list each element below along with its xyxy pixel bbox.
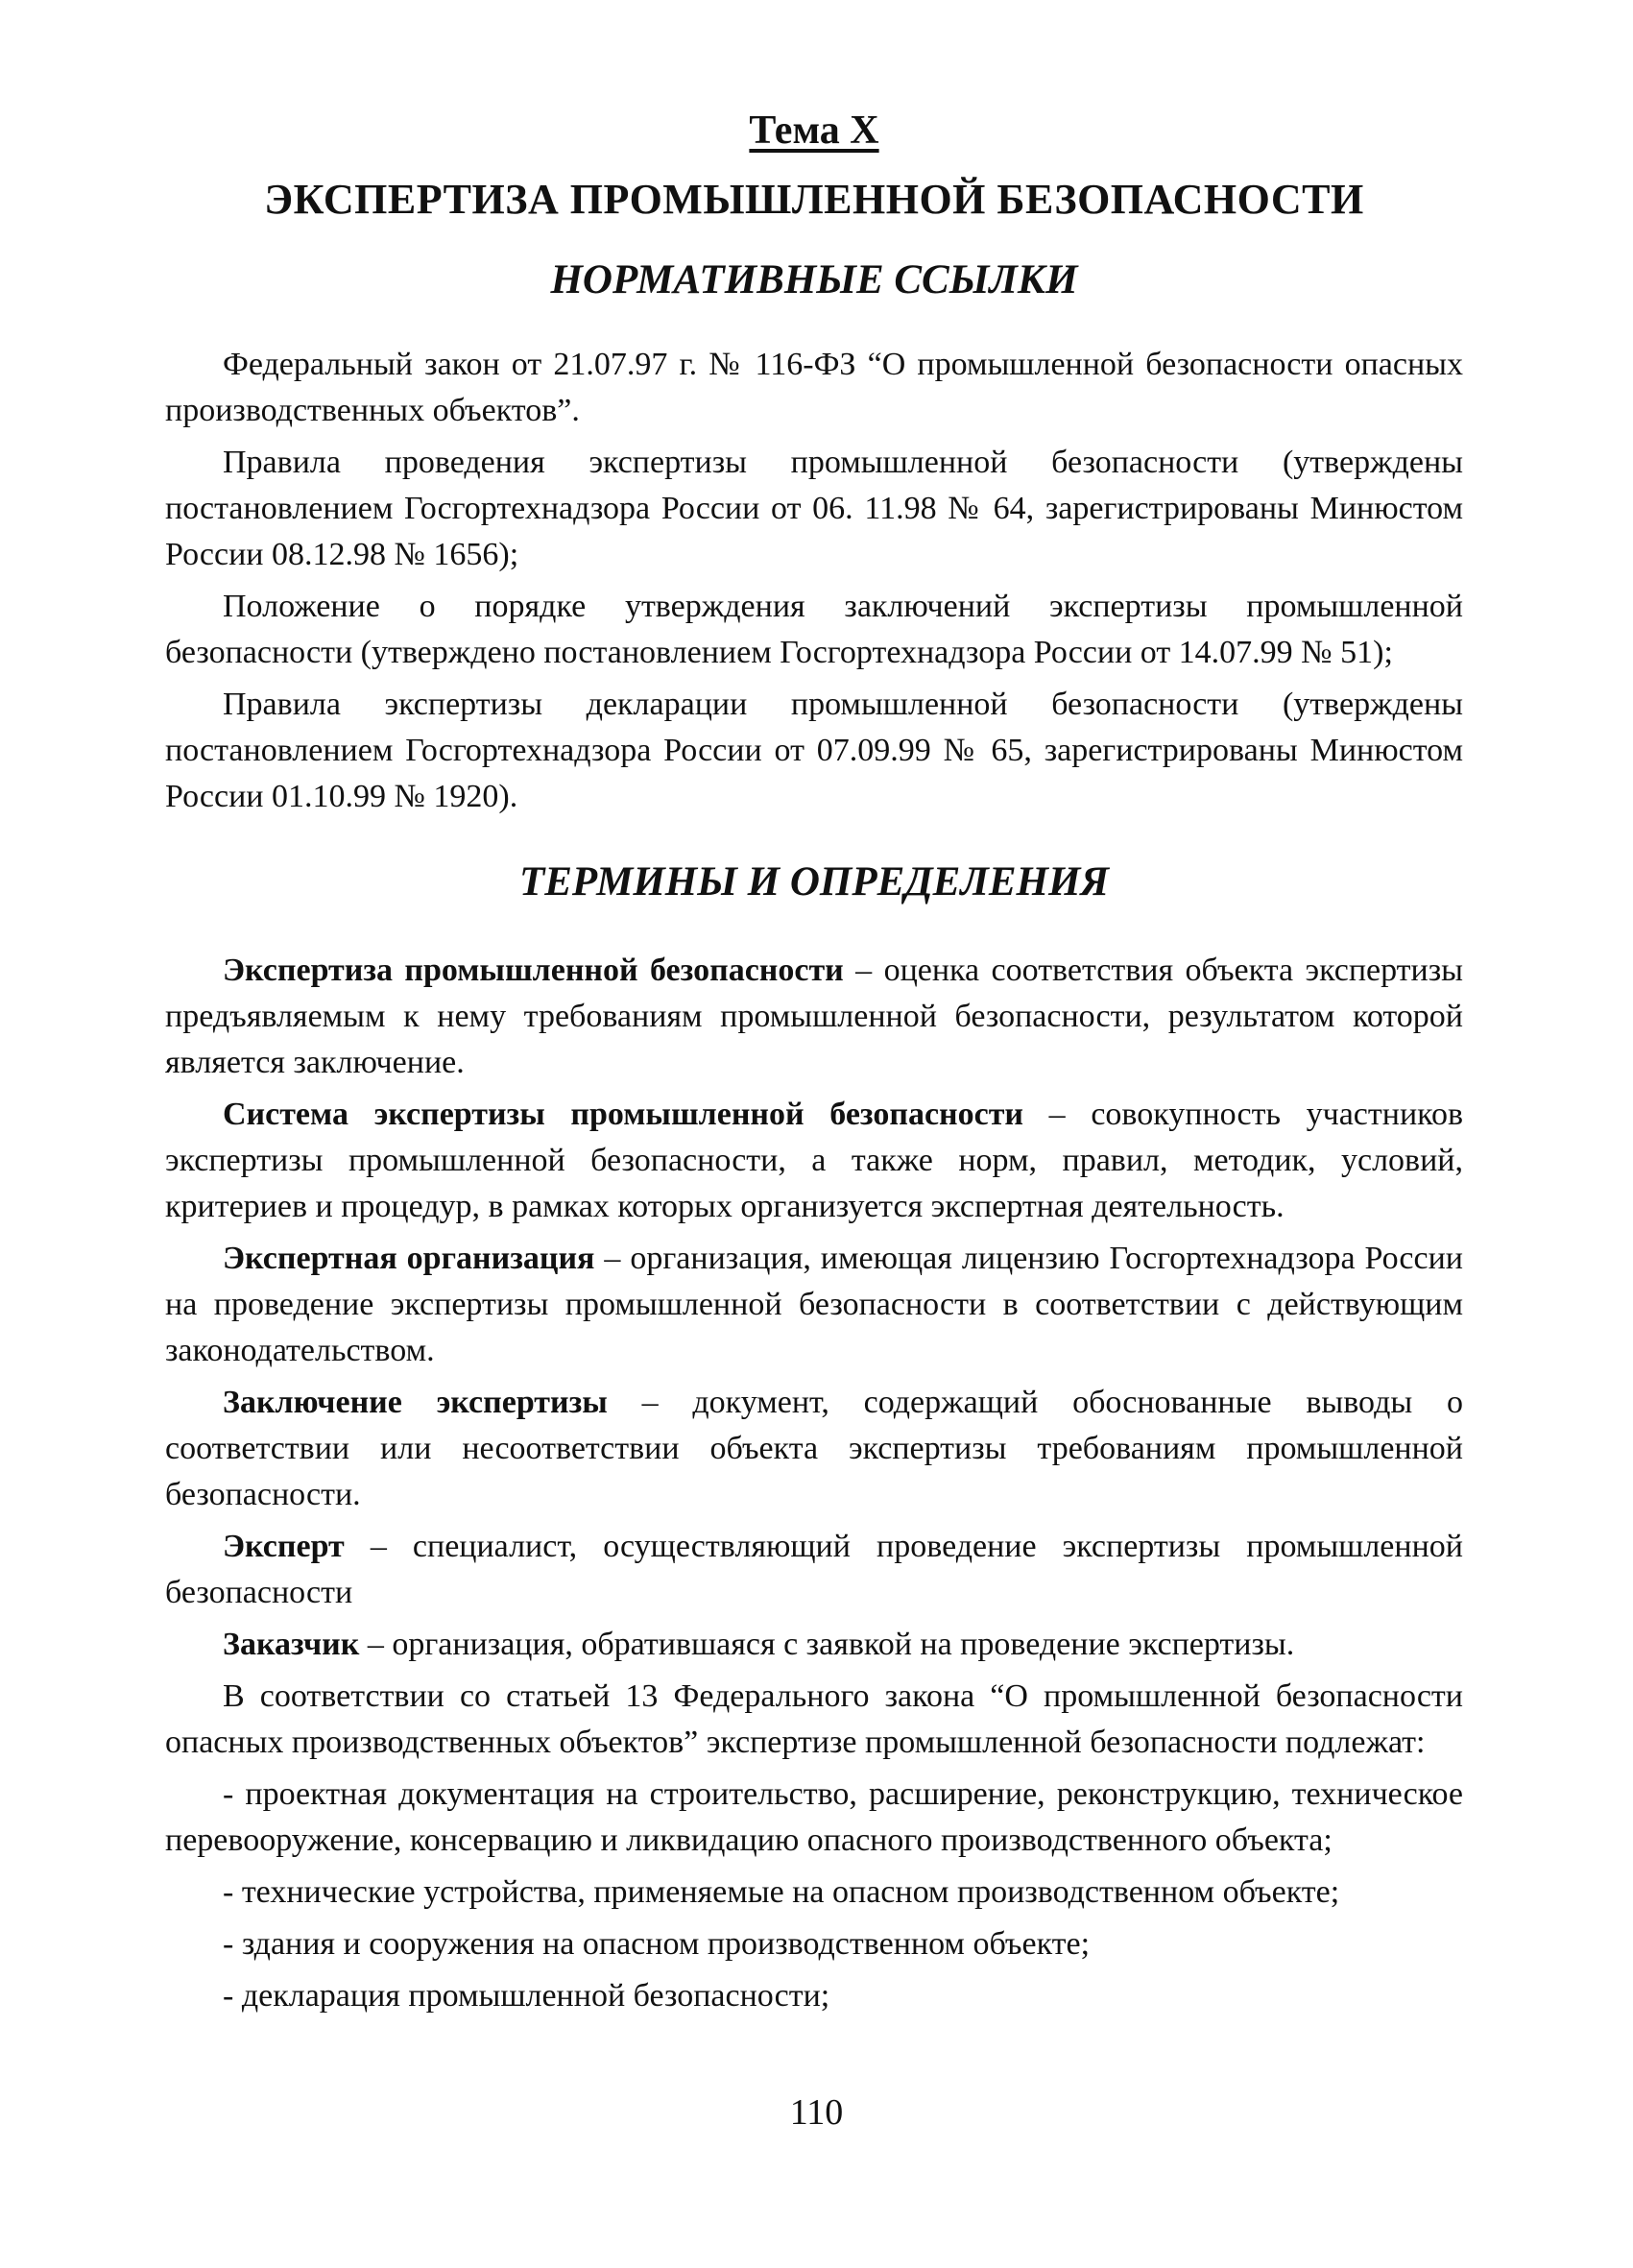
body-list-item: - технические устройства, применяемые на опасном производственном объекте; (223, 1874, 1340, 1910)
term-name: Эксперт (223, 1529, 345, 1564)
term-name: Экспертиза промышленной безопасности (223, 953, 844, 988)
normative-item: Федеральный закон от 21.07.97 г. № 116-ФЗ “О промышленной безопасности опасных производственных объектов”. (165, 347, 1463, 428)
topic-heading: Тема X (749, 109, 879, 153)
term-entry (165, 1236, 1463, 1374)
normative-item: Положение о порядке утверждения заключений экспертизы промышленной безопасности (утверждено постановлением Госгортехнадзора России от 14.07.99 № 51); (165, 589, 1463, 670)
term-entry (165, 1622, 1463, 1668)
normative-item: Правила экспертизы декларации промышленной безопасности (утверждены постановлением Госгортехнадзора России от 07.09.99 № 65, зарегистрированы Минюстом России 01.10.99 № 1920). (165, 687, 1463, 814)
term-definition: – совокупность участников экспертизы промышленной безопасности, а также норм, правил, методик, условий, критериев и процедур, в рамках которых организуется экспертная деятельность. (165, 1097, 1463, 1224)
term-definition: – организация, обратившаяся с заявкой на проведение экспертизы. (359, 1627, 1295, 1662)
term-definition: – документ, содержащий обоснованные выводы о соответствии или несоответствии объекта экспертизы требованиям промышленной безопасности. (165, 1385, 1463, 1512)
page-number: 110 (789, 2092, 844, 2133)
body-intro: В соответствии со статьей 13 Федерального закона “О промышленной безопасности опасных производственных объектов” экспертизе промышленной безопасности подлежат: (165, 1678, 1463, 1760)
term-entry (165, 1092, 1463, 1230)
document-page (165, 108, 1463, 2025)
main-title: ЭКСПЕРТИЗА ПРОМЫШЛЕННОЙ БЕЗОПАСНОСТИ (264, 176, 1364, 223)
body-list-item: - декларация промышленной безопасности; (223, 1978, 830, 2014)
term-entry (165, 1380, 1463, 1518)
terms-heading: ТЕРМИНЫ И ОПРЕДЕЛЕНИЯ (518, 859, 1110, 905)
term-name: Заключение экспертизы (223, 1385, 608, 1420)
term-definition: – специалист, осуществляющий проведение экспертизы промышленной безопасности (165, 1529, 1463, 1610)
term-name: Заказчик (223, 1627, 360, 1662)
normative-heading: НОРМАТИВНЫЕ ССЫЛКИ (550, 257, 1078, 302)
term-entry (165, 948, 1463, 1086)
term-definition: – организация, имеющая лицензию Госгортехнадзора России на проведение экспертизы промышленной безопасности в соответствии с действующим законодательством. (165, 1241, 1463, 1368)
body-list-item: - здания и сооружения на опасном производственном объекте; (223, 1926, 1091, 1962)
term-name: Экспертная организация (223, 1241, 595, 1276)
term-name: Система экспертизы промышленной безопасности (223, 1097, 1024, 1132)
term-definition: – оценка соответствия объекта экспертизы предъявляемым к нему требованиям промышленной безопасности, результатом которой является заключение. (165, 953, 1463, 1080)
normative-item: Правила проведения экспертизы промышленной безопасности (утверждены постановлением Госгортехнадзора России от 06. 11.98 № 64, зарегистрированы Минюстом России 08.12.98 № 1656); (165, 445, 1463, 572)
body-list-item: - проектная документация на строительство, расширение, реконструкцию, техническое перевооружение, консервацию и ликвидацию опасного производственного объекта; (165, 1776, 1463, 1858)
term-entry (165, 1524, 1463, 1616)
